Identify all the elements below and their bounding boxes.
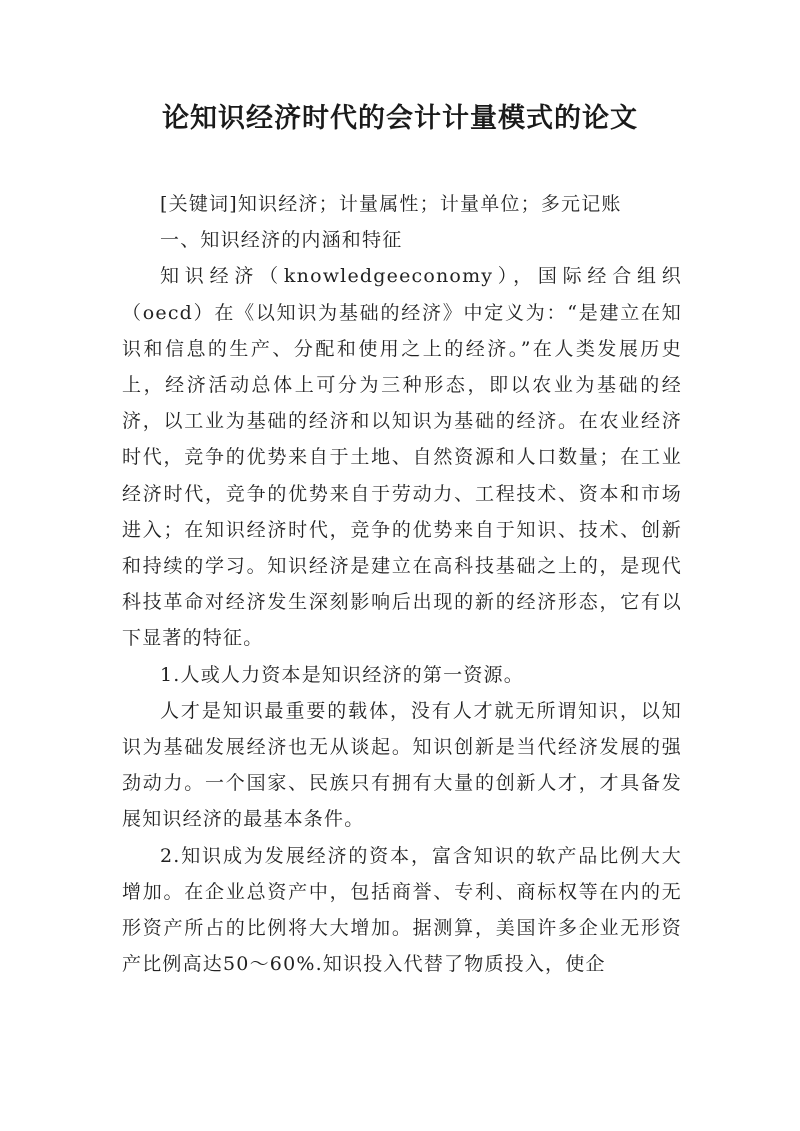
keywords-line: [关键词]知识经济；计量属性；计量单位；多元记账 bbox=[160, 193, 622, 215]
numbered-point: 1.人或人力资本是知识经济的第一资源。 bbox=[160, 663, 524, 686]
numbered-point: 2.知识成为发展经济的资本，富含知识的软产品比例大大增加。在企业总资产中，包括商誉、专利、商标权等在内的无形资产所占的比例将大大增加。据测算，美国许多企业无形资产比例高达50～60%.知识投入代替了物质投入，使企 bbox=[122, 844, 682, 976]
paragraph: 人才是知识最重要的载体，没有人才就无所谓知识，以知识为基础发展经济也无从谈起。知识创新是当代经济发展的强劲动力。一个国家、民族只有拥有大量的创新人才，才具备发展知识经济的最基本条件。 bbox=[122, 699, 682, 831]
document-body bbox=[122, 186, 682, 982]
section-heading: 一、知识经济的内涵和特征 bbox=[160, 229, 403, 252]
paragraph: 知识经济（knowledgeeconomy），国际经合组织（oecd）在《以知识为基础的经济》中定义为：“是建立在知识和信息的生产、分配和使用之上的经济。”在人类发展历史上，经济活动总体上可分为三种形态，即以农业为基础的经济，以工业为基础的经济和以知识为基础的经济。在农业经济时代，竞争的优势来自于土地、自然资源和人口数量；在工业经济时代，竞争的优势来自于劳动力、工程技术、资本和市场进入；在知识经济时代，竞争的优势来自于知识、技术、创新和持续的学习。知识经济是建立在高科技基础之上的，是现代科技革命对经济发生深刻影响后出现的新的经济形态，它有以下显著的特征。 bbox=[122, 265, 682, 650]
page-title: 论知识经济时代的会计计量模式的论文 bbox=[162, 103, 638, 134]
